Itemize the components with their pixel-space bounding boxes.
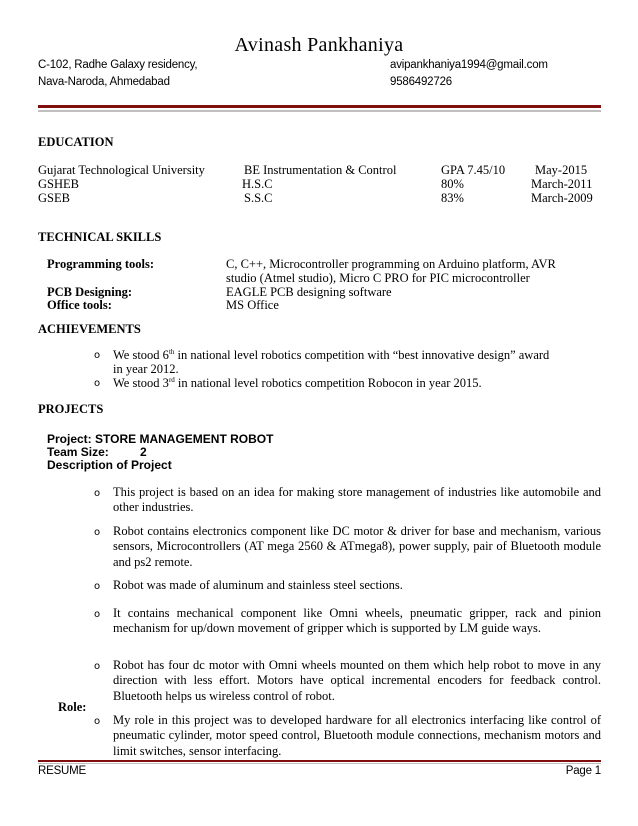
pcb-value: EAGLE PCB designing software xyxy=(226,285,392,299)
projects-heading: PROJECTS xyxy=(38,402,104,416)
edu-score-2: 80% xyxy=(441,177,464,191)
footer-left: RESUME xyxy=(38,765,87,777)
programming-value-1: C, C++, Microcontroller programming on Arduino platform, AVR xyxy=(226,257,556,271)
edu-institution-3: GSEB xyxy=(38,191,70,205)
skills-heading: TECHNICAL SKILLS xyxy=(38,230,162,244)
achievements-heading: ACHIEVEMENTS xyxy=(38,322,141,336)
candidate-name: Avinash Pankhaniya xyxy=(234,34,404,56)
bullet-icon: o xyxy=(94,581,101,592)
team-size-label: Team Size: xyxy=(47,445,109,459)
footer-rule-thick xyxy=(38,760,601,762)
achievement-1-cont: in year 2012. xyxy=(113,362,179,376)
edu-degree-3: S.S.C xyxy=(244,191,273,205)
description-label: Description of Project xyxy=(47,458,172,472)
edu-institution-2: GSHEB xyxy=(38,177,79,191)
project-bullet-2: Robot contains electronics component like DC motor & driver for base and mechanism, various sensors, Microcontrollers (AT mega 2560 & ATmega8), power supply, pair of Bluetooth module and ps2 remote. xyxy=(113,524,601,569)
role-label: Role: xyxy=(58,700,87,714)
pcb-label: PCB Designing: xyxy=(47,285,133,299)
bullet-icon: o xyxy=(94,488,101,499)
bullet-icon: o xyxy=(94,350,101,361)
project-title: Project: STORE MANAGEMENT ROBOT xyxy=(47,432,274,446)
achievement-1: We stood 6th in national level robotics competition with “best innovative design” award xyxy=(113,347,550,362)
office-value: MS Office xyxy=(226,298,279,312)
bullet-icon: o xyxy=(94,661,101,672)
edu-degree-1: BE Instrumentation & Control xyxy=(244,163,397,177)
address-line-1: C-102, Radhe Galaxy residency, xyxy=(38,59,198,71)
programming-label: Programming tools: xyxy=(47,257,155,271)
bullet-icon: o xyxy=(94,378,101,389)
email: avipankhaniya1994@gmail.com xyxy=(390,59,548,71)
team-size-value: 2 xyxy=(140,445,147,459)
edu-date-3: March-2009 xyxy=(531,191,593,205)
page-number: Page 1 xyxy=(565,765,601,777)
footer-rule-thin xyxy=(38,763,601,764)
edu-score-3: 83% xyxy=(441,191,464,205)
bullet-icon: o xyxy=(94,716,101,727)
bullet-icon: o xyxy=(94,527,101,538)
programming-value-2: studio (Atmel studio), Micro C PRO for PIC microcontroller xyxy=(226,271,530,285)
bullet-icon: o xyxy=(94,609,101,620)
education-heading: EDUCATION xyxy=(38,135,114,149)
achievement-2: We stood 3rd in national level robotics competition Robocon in year 2015. xyxy=(113,375,482,390)
edu-degree-2: H.S.C xyxy=(242,177,273,191)
phone: 9586492726 xyxy=(390,76,452,88)
project-bullet-1: This project is based on an idea for making store management of industries like automobile and other industries. xyxy=(113,485,601,515)
edu-institution-1: Gujarat Technological University xyxy=(38,163,205,177)
edu-date-2: March-2011 xyxy=(531,177,593,191)
role-bullet: My role in this project was to developed hardware for all electronics interfacing like control of pneumatic cylinder, motor speed control, Bluetooth module connections, mechanism motors and limit switches, sensor interfacing. xyxy=(113,713,601,758)
project-bullet-4: It contains mechanical component like Omni wheels, pneumatic gripper, rack and pinion mechanism for up/down movement of gripper which is supported by LM guide ways. xyxy=(113,606,601,636)
office-label: Office tools: xyxy=(47,298,112,312)
header-rule-thin xyxy=(38,110,601,112)
header-rule-thick xyxy=(38,105,601,108)
edu-score-1: GPA 7.45/10 xyxy=(441,163,506,177)
project-bullet-5: Robot has four dc motor with Omni wheels mounted on them which help robot to move in any direction with less effort. Motors have optical incremental encoders for feedback control. Bluetooth helps us wireless control of robot. xyxy=(113,658,601,703)
project-bullet-3: Robot was made of aluminum and stainless steel sections. xyxy=(113,578,403,592)
edu-date-1: May-2015 xyxy=(535,163,588,177)
address-line-2: Nava-Naroda, Ahmedabad xyxy=(38,76,170,88)
